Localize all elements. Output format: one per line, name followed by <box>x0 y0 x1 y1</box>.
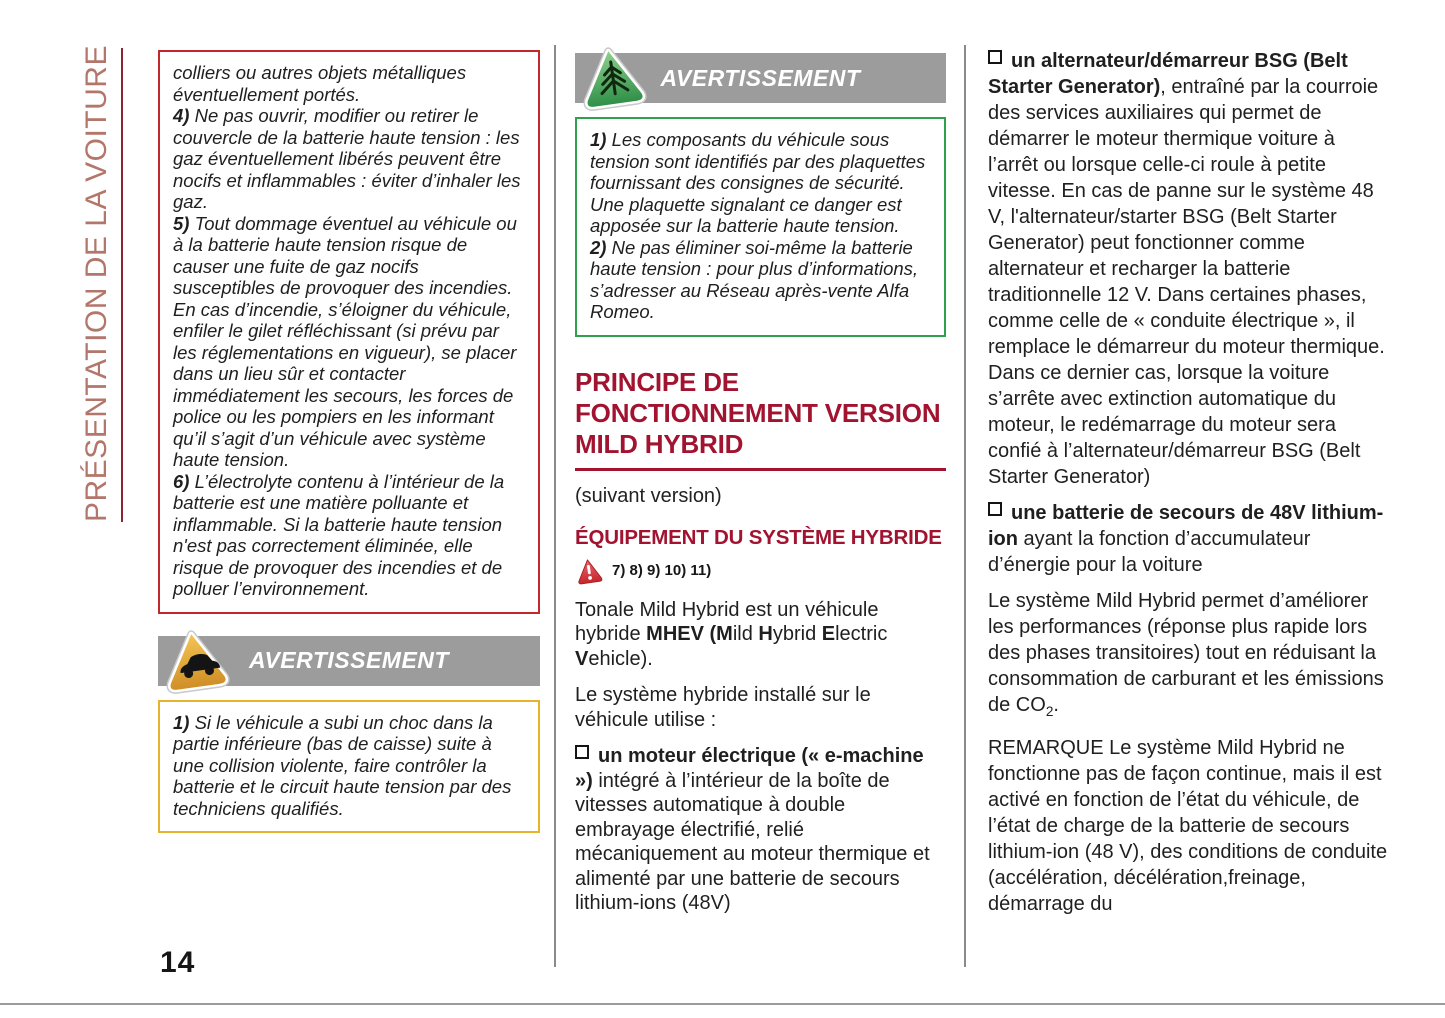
avertissement-label: AVERTISSEMENT <box>249 647 449 673</box>
green-warning-box <box>575 117 946 337</box>
bullet-item-batterie <box>988 500 1388 578</box>
bullet-item-alternateur <box>988 48 1388 490</box>
car-warning-triangle-icon <box>160 626 230 696</box>
page-number: 14 <box>160 946 196 979</box>
left-column <box>158 50 540 833</box>
avertissement-bar <box>158 636 540 686</box>
warning-paragraph: 6) L’électrolyte contenu à l’intérieur de la batterie est une matière polluante et inflammable. Si la batterie haute tension n'est pas correctement éliminée, elle risque de provoquer des incendies et de polluer l’environnement. <box>173 470 505 599</box>
bullet-text: une batterie de secours de 48V lithium-ion ayant la fonction d’accumulateur d’énergie pour la voiture <box>988 502 1384 576</box>
column-divider <box>554 45 556 967</box>
bullet-square-icon <box>988 502 1002 516</box>
paragraph-mild-hybrid: Le système Mild Hybrid permet d’améliorer les performances (réponse plus rapide lors des phases transitoires) tout en réduisant la consommation de carburant et les émissions de $CO_2$. <box>988 590 1384 719</box>
bullet-square-icon <box>575 745 589 759</box>
right-column <box>988 48 1388 917</box>
bullet-text: un alternateur/démarreur BSG (Belt Starter Generator), entraîné par la courroie des services auxiliaires qui permet de démarrer le moteur thermique voiture à l’arrêt ou lorsque celle-ci roule à petite vitesse. En cas de panne sur le système 48 V, l'alternateur/starter BSG (Belt Starter Generator) peut fonctionner comme alternateur et recharger la batterie traditionnelle 12 V. Dans certaines phases, comme celle de « conduite électrique », il remplace le démarreur du moteur thermique. Dans ce dernier cas, lorsque la voiture s’arrête avec extinction automatique du moteur, le redémarrage du moteur sera confié à l’alternateur/démarreur BSG (Belt Starter Generator) <box>988 50 1385 488</box>
paragraph-systeme: Le système hybride installé sur le véhicule utilise : <box>575 684 871 731</box>
middle-column <box>575 53 946 916</box>
section-title: PRINCIPE DE FONCTIONNEMENT VERSION MILD HYBRID <box>575 367 946 471</box>
column-divider <box>964 45 966 967</box>
note-references-row <box>575 557 946 585</box>
warning-paragraph: 4) Ne pas ouvrir, modifier ou retirer le couvercle de la batterie haute tension : les gaz éventuellement libérés peuvent être nocifs et inflammables : éviter d’inhaler les gaz. <box>173 105 521 212</box>
warning-paragraph: 5) Tout dommage éventuel au véhicule ou à la batterie haute tension risque de causer une fuite de gaz nocifs susceptibles de provoquer des incendies. En cas d’incendie, s’éloigner du véhicule, enfiler le gilet réfléchissant (si prévu par les réglementations en vigueur), se placer dans un lieu sûr et contacter immédiatement les secours, les forces de police ou les pompiers en les informant qu’il s’agit d’un véhicule avec système haute tension. <box>173 212 517 470</box>
warning-paragraph: 1) Si le véhicule a subi un choc dans la partie inférieure (bas de caisse) suite à une collision violente, faire contrôler la batterie et le circuit haute tension par des techniciens qualifiés. <box>173 711 512 819</box>
avertissement-label: AVERTISSEMENT <box>660 64 861 91</box>
bullet-text: un moteur électrique (« e-machine ») intégré à l’intérieur de la boîte de vitesses automatique à double embrayage électrifié, relié mécaniquement au moteur thermique et alimenté par une batterie de secours lithium-ions (48V) <box>575 745 930 914</box>
bottom-rule <box>0 1003 1445 1005</box>
variant-note: (suivant version) <box>575 484 722 507</box>
bullet-item-moteur <box>575 744 946 916</box>
warning-paragraph: 2) Ne pas éliminer soi-même la batterie haute tension : pour plus d’informations, s’adresser au Réseau après-vente Alfa Romeo. <box>590 236 919 322</box>
red-warning-box <box>158 50 540 614</box>
warning-paragraph: 1) Les composants du véhicule sous tension sont identifiés par des plaquettes fournissant des consignes de sécurité. Une plaquette signalant ce danger est apposée sur la batterie haute tension. <box>590 129 926 236</box>
exclamation-triangle-icon <box>575 557 603 585</box>
warning-paragraph: colliers ou autres objets métalliques éventuellement portés. <box>173 62 467 105</box>
yellow-warning-box <box>158 700 540 834</box>
subsection-title: ÉQUIPEMENT DU SYSTÈME HYBRIDE <box>575 525 942 549</box>
paragraph-remarque: REMARQUE Le système Mild Hybrid ne fonctionne pas de façon continue, mais il est activé en fonction de l’état du véhicule, de l’état de charge de la batterie de secours lithium-ion (48 V), des conditions de conduite (accélération, décélération,freinage, démarrage du <box>988 737 1388 915</box>
paragraph-tonale: Tonale Mild Hybrid est un véhicule hybride MHEV (Mild Hybrid Electric Vehicle). <box>575 598 888 670</box>
chapter-sidebar-label: PRÉSENTATION DE LA VOITURE <box>80 48 123 522</box>
bullet-square-icon <box>988 50 1002 64</box>
avertissement-bar <box>575 53 946 103</box>
tree-warning-triangle-icon <box>577 43 647 113</box>
note-references: 7) 8) 9) 10) 11) <box>612 562 712 579</box>
